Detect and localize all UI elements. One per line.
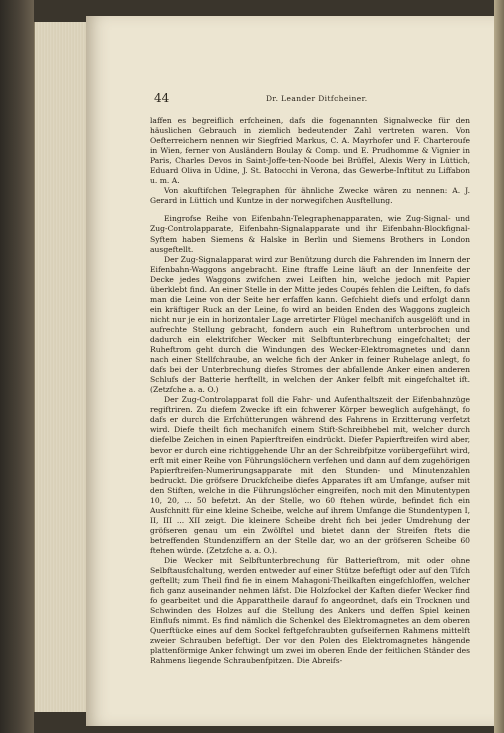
paragraph: Von akuftifchen Telegraphen für ähnliche Zwecke wären zu nennen: A. J. Gerard in Lüttich und Kuntze in der norwegifchen Ausftellung. — [150, 186, 470, 206]
body-text — [150, 116, 470, 712]
paragraph: Der Zug-Signalapparat wird zur Benützung durch die Fahrenden im Innern der Eifenbahn-Waggons angebracht. Eine ftraffe Leine läuft an der Innenfeite der Decke jedes Waggons zwifchen zwei Leiften hin, welche jedoch mit Papier überklebt find. An einer Stelle in der Mitte jedes Coupés fehlen die Leiften, fo dafs man die Leine von der Seite her erfaffen kann. Gefchieht diefs und erfolgt dann ein kräftiger Ruck an der Leine, fo wird an beiden Enden des Waggons zugleich nicht nur je ein in horizontaler Lage arretirter Flügel mechanifch ausgelöft und in aufrechte Stellung gebracht, fondern auch ein Ruheftrom unterbrochen und dadurch ein elektrifcher Wecker mit Selbftunterbrechung eingefchaltet; der Ruheftrom geht durch die Windungen des Wecker-Elektromagnetes und dann nach einer Stellfchraube, an welche fich der Anker in feiner Ruhelage anlegt, fo dafs bei der Unterbrechung diefes Stromes der abfallende Anker einen anderen Schlufs der Batterie herftellt, in welchen der Anker felbft mit eingefchaltet ift. (Zetzfche a. a. O.) — [150, 254, 470, 395]
page-header — [154, 91, 472, 105]
book-spine — [0, 0, 34, 733]
page-edges — [34, 22, 89, 712]
paragraph: Eingrofse Reihe von Eifenbahn-Telegraphenapparaten, wie Zug-Signal- und Zug-Controlapparate, Eifenbahn-Signalapparate und ihr Eifenbahn-Blockfignal-Syftem haben Siemens & Halske in Berlin und Siemens Brothers in London ausgeftellt. — [150, 214, 470, 254]
paragraph: laffen es begreiflich erfcheinen, dafs die fogenannten Signalwecke für den häuslichen Gebrauch in ziemlich bedeutender Zahl vertreten waren. Von Oefterreichern nennen wir Siegfried Markus, C. A. Mayrhofer und F. Charteroufe in Wien, ferner von Ausländern Boulay & Comp. und E. Prudhomme & Vignier in Paris, Charles Devos in Saint-Joffe-ten-Noode bei Brüffel, Alexis Wery in Lüttich, Eduard Oliva in Udine, J. St. Batocchi in Verona, das Gewerbe-Inftitut zu Liffabon u. m. A. — [150, 116, 470, 186]
paragraph: Der Zug-Controlapparat foll die Fahr- und Aufenthaltszeit der Eifenbahnzüge regiftriren. Zu diefem Zwecke ift ein fchwerer Körper beweglich aufgehängt, fo dafs er durch die Erfchütterungen während des Fahrens in Erzitterung verfetzt wird. Diefe theilt fich mechanifch einem Stift-Schreibhebel mit, welcher durch diefelbe Zeichen in einen Papierftreifen eindrückt. Diefer Papierftreifen wird aber, bevor er durch eine richtiggehende Uhr an der Schreibfpitze vorübergeführt wird, erft mit einer Reihe von Führungslöchern verfehen und dann auf dem zugehörigen Papierftreifen-Numerirungsapparate mit den Stunden- und Minutenzahlen bedruckt. Die gröfsere Druckfcheibe diefes Apparates ift am Umfange, aufser mit den Stiften, welche in die Führungslöcher eingreifen, noch mit den Minutentypen 10, 20, ... 50 befetzt. An der Stelle, wo 60 ftehen würde, befindet fich ein Ausfchnitt für eine kleine Scheibe, welche auf ihrem Umfange die Stundentypen I, II, III ... XII zeigt. Die kleinere Scheibe dreht fich bei jeder Umdrehung der gröfseren genau um ein Zwölftel und bietet dann der Streifen ftets die betreffenden Stundenziffern an der Stelle dar, wo an der gröfseren Scheibe 60 ftehen würde. (Zetzfche a. a. O.). — [150, 395, 470, 555]
page-right-edge — [494, 0, 504, 733]
paragraph: Die Wecker mit Selbftunterbrechung für Batterieftrom, mit oder ohne Selbftausfchaltung, werden entweder auf einer Stütze befeftigt oder auf den Tifch geftellt; zum Theil find fie in einem Mahagoni-Theilkaften eingefchloffen, welcher fich ganz auseinander nehmen läfst. Die Holzfockel der Kaften diefer Wecker find fo gearbeitet und die Apparattheile darauf fo angeordnet, dafs ein Trocknen und Schwinden des Holzes auf die Stellung des Ankers und deffen Spiel keinen Einflufs nimmt. Es find nämlich die Schenkel des Elektromagnetes an dem oberen Querftücke eines auf dem Sockel feftgefchraubten gufseifernen Rahmens mittelft zweier Schrauben befeftigt. Der vor den Polen des Elektromagnetes hängende plattenförmige Anker fchwingt um zwei im oberen Ende der feitlichen Ständer des Rahmens liegende Schraubenfpitzen. Die Abreifs- — [150, 556, 470, 666]
running-title: Dr. Leander Ditfcheiner. — [266, 94, 368, 103]
page-number: 44 — [154, 91, 170, 105]
